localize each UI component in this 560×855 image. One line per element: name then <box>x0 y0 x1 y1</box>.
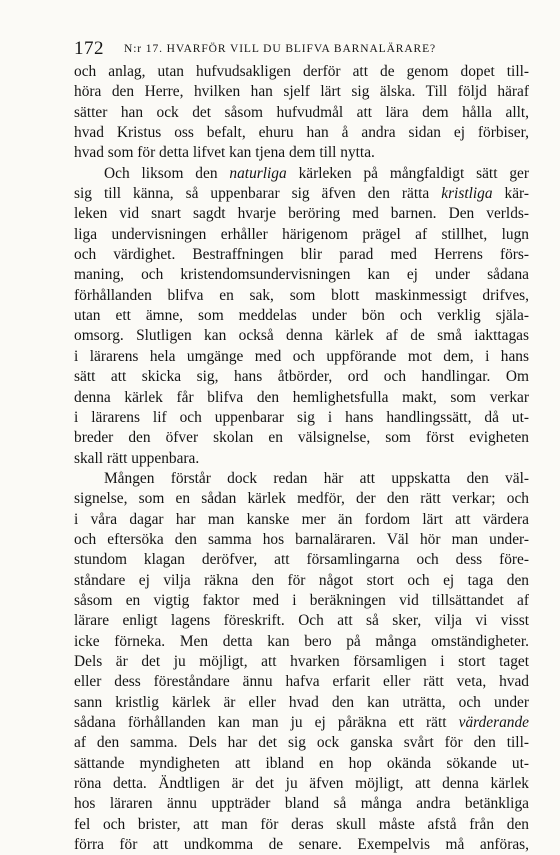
text-line <box>74 693 529 713</box>
running-title: N:r 17. HVARFÖR VILL DU BLIFVA BARNALÄRARE? <box>124 43 437 55</box>
text-segment: Mången förstår dock redan här att uppskatta den väl- <box>104 469 529 487</box>
text-segment: fel och brister, att man för deras skull måste afstå från den <box>74 815 529 833</box>
text-line <box>74 632 529 652</box>
text-line <box>74 388 529 408</box>
text-segment: Och liksom den <box>104 164 230 182</box>
text-line <box>74 550 529 570</box>
text-line <box>74 225 529 245</box>
text-line <box>74 62 529 82</box>
text-segment: omsorg. Slutligen kan också denna kärlek af de små iakttagas <box>74 327 529 345</box>
text-segment: sig till känna, så uppenbarar sig äfven den rätta <box>74 185 442 203</box>
text-line <box>74 143 529 163</box>
text-segment: eller dess föreståndare ännu hafva erfarit eller rätt veta, hvad <box>74 673 529 691</box>
text-segment: hvad Kristus oss befalt, ehuru han å andra sidan ej förbiser, <box>74 124 529 142</box>
text-line <box>74 815 529 835</box>
text-line <box>74 774 529 794</box>
text-line <box>74 428 529 448</box>
text-segment: och anlag, utan hufvudsakligen derför att de genom dopet till- <box>74 63 529 80</box>
text-segment: lärare enligt lagens föreskrift. Och att så sker, vilja vi visst <box>74 612 529 630</box>
text-line <box>74 326 529 346</box>
text-segment: förra för att undkomma de senare. Exempelvis må anföras, <box>74 836 529 854</box>
text-line <box>74 184 529 204</box>
text-line <box>74 265 529 285</box>
italic-word: kristliga <box>441 185 493 203</box>
text-segment: Dels är det ju möjligt, att hvarken församligen i stort taget <box>74 652 529 670</box>
text-line <box>74 611 529 631</box>
text-segment: stundom klagan deröfver, att församlingarna och dess före- <box>74 551 529 569</box>
text-segment: kärleken på mångfaldigt sätt ger <box>286 164 529 182</box>
text-line <box>74 672 529 692</box>
text-segment: röna detta. Ändtligen är det ju äfven möjligt, att denna kärlek <box>74 775 529 793</box>
paragraph-first-line <box>74 469 529 489</box>
paragraph-first-line <box>74 164 529 184</box>
text-segment: höra den Herre, hvilken han sjelf lärt sig älska. Till följd häraf <box>74 83 529 101</box>
text-segment: hos läraren ännu uppträder bland så många andra betänkliga <box>74 795 529 813</box>
text-line <box>74 713 529 733</box>
page-number: 172 <box>74 38 104 59</box>
text-line <box>74 408 529 428</box>
text-line <box>74 286 529 306</box>
page-header <box>74 38 529 62</box>
text-line <box>74 794 529 814</box>
italic-word: värderande <box>458 714 529 731</box>
text-line <box>74 489 529 509</box>
text-line <box>74 449 529 469</box>
text-segment: förhållanden blifva en sak, som blott maskinmessigt drifves, <box>74 286 529 304</box>
text-segment: i lärarens lif och uppenbarar sig i hans handlingssätt, då ut- <box>74 408 529 426</box>
text-line <box>74 530 529 550</box>
text-segment: sätt att skicka sig, hans åtbörder, ord och handlingar. Om <box>74 368 529 386</box>
text-segment: liga undervisningen erhåller härigenom prägel af stillhet, lugn <box>74 225 529 243</box>
text-segment: sätter han ock det såsom hufvudmål att lära dem hålla allt, <box>74 103 529 121</box>
text-segment: hvad som för detta lifvet kan tjena dem till nytta. <box>74 144 375 162</box>
text-line <box>74 510 529 530</box>
text-segment: sann kristlig kärlek är eller hvad den kan uträtta, och under <box>74 693 529 711</box>
text-segment: i våra dagar har man kanske mer än fordom lärt att värdera <box>74 510 529 528</box>
text-line <box>74 367 529 387</box>
text-line <box>74 754 529 774</box>
body-text <box>74 62 529 855</box>
text-segment: af den samma. Dels har det sig ock ganska svårt för den till- <box>74 734 529 752</box>
text-line <box>74 245 529 265</box>
text-segment: icke förneka. Men detta kan bero på många omständigheter. <box>74 632 529 650</box>
text-segment: utan ett ämne, som meddelas under bön och verklig själa- <box>74 307 529 325</box>
text-segment: ståndare ej vilja räkna den för något stort och ej taga den <box>74 571 529 589</box>
text-segment: i lärarens hela umgänge med och uppförande mot dem, i hans <box>74 347 529 365</box>
text-segment: och värdighet. Bestraffningen blir parad med Herrens förs- <box>74 246 529 264</box>
text-line <box>74 103 529 123</box>
text-line <box>74 347 529 367</box>
text-line <box>74 82 529 102</box>
text-line <box>74 733 529 753</box>
text-segment: skall rätt uppenbara. <box>74 449 200 467</box>
text-segment: såsom en vigtig faktor med i beräkningen vid tillsättandet af <box>74 591 529 609</box>
text-segment: och eftersöka den samma hos barnaläraren. Väl hör man under- <box>74 530 529 548</box>
text-segment: denna kärlek får blifva den hemlighetsfulla makt, som verkar <box>74 388 529 406</box>
text-line <box>74 835 529 855</box>
text-line <box>74 652 529 672</box>
text-segment: sådana förhållanden kan man ju ej påräkna ett rätt <box>74 714 459 731</box>
text-segment: signelse, som en sådan kärlek medför, der den rätt verkar; och <box>74 490 529 508</box>
text-segment: breder den öfver skolan en välsignelse, som först evigheten <box>74 429 529 447</box>
text-line <box>74 571 529 591</box>
text-line <box>74 123 529 143</box>
text-line <box>74 204 529 224</box>
text-segment: leken vid snart sagdt hvarje beröring med barnen. Den verlds- <box>74 205 529 223</box>
text-segment: maning, och kristendomsundervisningen kan ej under sådana <box>74 266 529 284</box>
italic-word: naturliga <box>229 164 287 182</box>
text-line <box>74 591 529 611</box>
text-segment: sättande myndigheten att ibland en hop okända sökande ut- <box>74 754 529 772</box>
text-segment: kär- <box>492 185 529 203</box>
text-line <box>74 306 529 326</box>
